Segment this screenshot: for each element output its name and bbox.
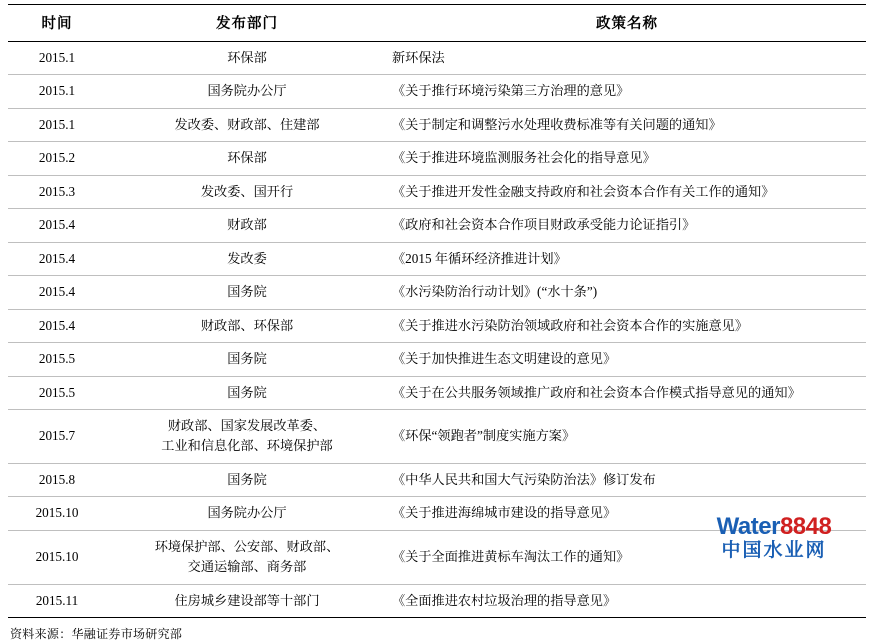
cell-time: 2015.1 [8, 75, 106, 108]
department-line: 工业和信息化部、环境保护部 [161, 438, 333, 454]
cell-policy-name: 《环保“领跑者”制度实施方案》 [388, 409, 866, 463]
cell-department [106, 530, 388, 584]
department-line: 国务院 [227, 384, 267, 400]
department-line: 财政部、环保部 [200, 317, 294, 333]
table-row [8, 584, 866, 617]
cell-department [106, 42, 388, 75]
column-header-department: 发布部门 [106, 5, 388, 42]
table-header [8, 5, 866, 42]
department-line: 住房城乡建设部等十部门 [174, 592, 320, 608]
cell-time: 2015.8 [8, 463, 106, 496]
cell-department [106, 276, 388, 309]
watermark [684, 514, 864, 564]
cell-policy-name: 《关于推进水污染防治领域政府和社会资本合作的实施意见》 [388, 309, 866, 342]
department-line: 发改委 [227, 250, 267, 266]
cell-time: 2015.3 [8, 175, 106, 208]
cell-time: 2015.11 [8, 584, 106, 617]
department-line: 国务院 [227, 284, 267, 300]
department-line: 国务院办公厅 [207, 505, 287, 521]
department-line: 发改委、财政部、住建部 [174, 116, 320, 132]
department-line: 环保部 [227, 150, 267, 166]
cell-department [106, 463, 388, 496]
cell-policy-name: 《关于全面推进黄标车淘汰工作的通知》 [388, 530, 866, 584]
cell-department [106, 175, 388, 208]
table-row [8, 108, 866, 141]
cell-department [106, 242, 388, 275]
table-row [8, 175, 866, 208]
cell-department [106, 108, 388, 141]
table-row [8, 343, 866, 376]
department-line: 国务院办公厅 [207, 83, 287, 99]
table-row [8, 75, 866, 108]
table-row [8, 276, 866, 309]
cell-time: 2015.1 [8, 108, 106, 141]
cell-policy-name: 《关于在公共服务领域推广政府和社会资本合作模式指导意见的通知》 [388, 376, 866, 409]
cell-time: 2015.4 [8, 242, 106, 275]
department-line: 财政部、国家发展改革委、 [167, 417, 327, 433]
cell-time: 2015.1 [8, 42, 106, 75]
department-line: 环境保护部、公安部、财政部、 [154, 538, 340, 554]
cell-policy-name: 新环保法 [388, 42, 866, 75]
cell-department [106, 75, 388, 108]
cell-time: 2015.5 [8, 376, 106, 409]
table-row [8, 309, 866, 342]
cell-department [106, 209, 388, 242]
cell-time: 2015.10 [8, 530, 106, 584]
department-line: 交通运输部、商务部 [187, 559, 307, 575]
table-row [8, 142, 866, 175]
cell-policy-name: 《关于推行环境污染第三方治理的意见》 [388, 75, 866, 108]
watermark-brand-word: Water [716, 513, 780, 540]
cell-time: 2015.5 [8, 343, 106, 376]
source-note: 资料来源：华融证券市场研究部 [10, 627, 183, 642]
table-row [8, 42, 866, 75]
watermark-brand [684, 514, 864, 540]
cell-policy-name: 《2015 年循环经济推进计划》 [388, 242, 866, 275]
cell-policy-name: 《关于加快推进生态文明建设的意见》 [388, 343, 866, 376]
table-header-row [8, 5, 866, 42]
cell-policy-name: 《关于推进海绵城市建设的指导意见》 [388, 497, 866, 530]
department-line: 国务院 [227, 471, 267, 487]
department-line: 财政部 [227, 217, 267, 233]
cell-policy-name: 《关于推进环境监测服务社会化的指导意见》 [388, 142, 866, 175]
cell-policy-name: 《中华人民共和国大气污染防治法》修订发布 [388, 463, 866, 496]
department-line: 国务院 [227, 351, 267, 367]
cell-department [106, 409, 388, 463]
cell-time: 2015.4 [8, 276, 106, 309]
cell-time: 2015.4 [8, 309, 106, 342]
department-line: 发改委、国开行 [200, 183, 294, 199]
watermark-brand-cn: 中国水业网 [721, 540, 827, 561]
cell-time: 2015.4 [8, 209, 106, 242]
cell-policy-name: 《全面推进农村垃圾治理的指导意见》 [388, 584, 866, 617]
column-header-time: 时间 [8, 5, 106, 42]
cell-policy-name: 《政府和社会资本合作项目财政承受能力论证指引》 [388, 209, 866, 242]
cell-department [106, 142, 388, 175]
table-row [8, 463, 866, 496]
column-header-policy-name: 政策名称 [388, 5, 866, 42]
cell-time: 2015.10 [8, 497, 106, 530]
cell-department [106, 497, 388, 530]
cell-department [106, 376, 388, 409]
cell-time: 2015.2 [8, 142, 106, 175]
table-row [8, 376, 866, 409]
table-row [8, 242, 866, 275]
department-line: 环保部 [227, 50, 267, 65]
cell-policy-name: 《关于推进开发性金融支持政府和社会资本合作有关工作的通知》 [388, 175, 866, 208]
cell-policy-name: 《关于制定和调整污水处理收费标准等有关问题的通知》 [388, 108, 866, 141]
table-row [8, 409, 866, 463]
watermark-brand-number: 8848 [779, 513, 832, 540]
cell-department [106, 343, 388, 376]
cell-policy-name: 《水污染防治行动计划》(“水十条”) [388, 276, 866, 309]
table-row [8, 209, 866, 242]
document-page [0, 4, 874, 642]
cell-department [106, 584, 388, 617]
cell-time: 2015.7 [8, 409, 106, 463]
cell-department [106, 309, 388, 342]
